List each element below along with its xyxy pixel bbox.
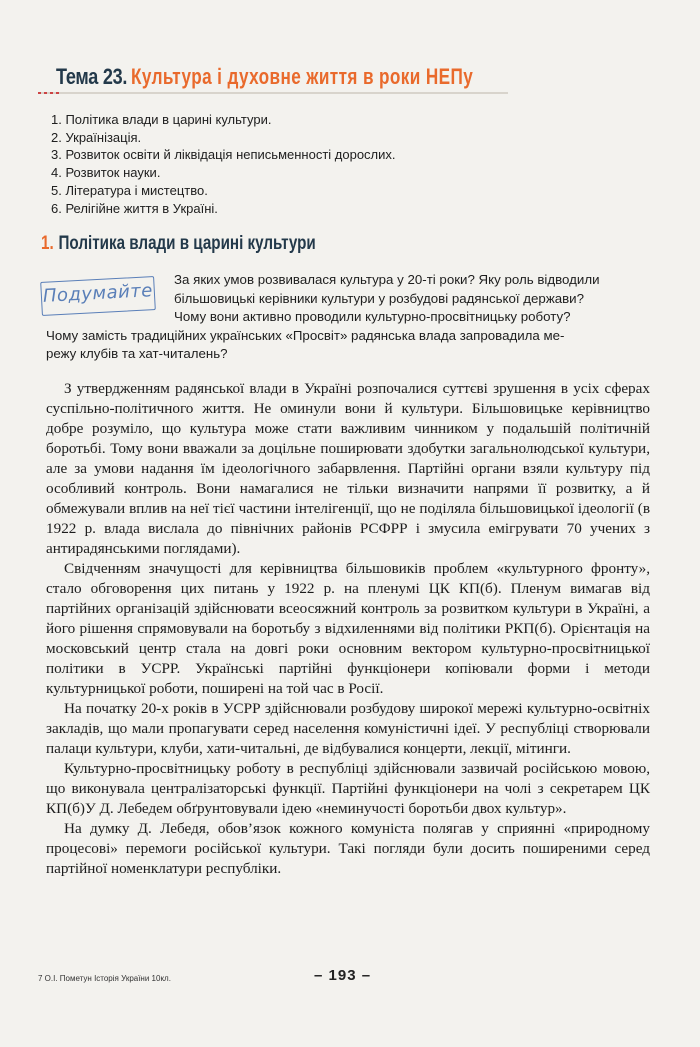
paragraph: Культурно-просвітницьку роботу в республіці здійснювали зазвичай російською мовою, що виконувала централізаторські функції. Партійні функціонери на чолі з секретарем ЦК КП(б)У Д. Лебедем обґрунтовували ідею «неминучості боротьби двох культур».: [46, 760, 650, 817]
plan-item: 1. Політика влади в царині культури.: [51, 112, 272, 127]
question-line: більшовицькі керівники культури у розбудові радянської держави?: [174, 290, 585, 306]
question-line: Чому замість традиційних українських «Просвіт» радянська влада запровадила ме-: [46, 327, 565, 343]
plan-item: 3. Розвиток освіти й ліквідація неписьменності дорослих.: [51, 147, 396, 163]
section-title: Політика влади в царині культури: [58, 233, 316, 254]
plan-item: 4. Розвиток науки.: [51, 165, 161, 181]
topic-title: Культура і духовне життя в роки НЕПу: [131, 64, 474, 89]
title-underline: [38, 92, 508, 94]
paragraph: Свідченням значущості для керівництва більшовиків проблем «культурного фронту», стало обговорення цих питань у 1922 р. на пленумі ЦК КП(б). Пленум вимагав від партійних організацій здійснювати всеосяжний контроль за розвитком культури в Україні, а його рішення спрямовували на боротьбу з відхиленнями від політики РКП(б). Орієнтація на московський центр стала на довгі роки основним вектором культурно-просвітницької політики в УСРР. Українські партійні функціонери копіювали форми і методи культурницької роботи, поширені на той час в Росії.: [46, 560, 650, 697]
paragraph: З утвердженням радянської влади в Україні розпочалися суттєві зрушення в усіх сферах суспільно-політичного життя. Не оминули вони й культури. Більшовицьке керівництво добре розуміло, що культура може стати важливим чинником у подальшій політичній боротьбі. Тому вони вважали за доцільне поширювати здобутки загальнолюдської культури, але за умови надання їм ідеологічного забарвлення. Партійні органи взяли культуру під особливий контроль. Вони намагалися не тільки визначити напрями її розвитку, а й обмежували вплив на неї тієї частини інтелігенції, що не поділяла більшовицької ідеології (в 1922 р. влада вислала до північних районів РСФРР і змусила емігрувати 70 учених з антирадянськими поглядами).: [46, 380, 650, 557]
section-heading: [41, 233, 316, 255]
footer-note: 7 О.І. Пометун Історія України 10кл.: [38, 974, 171, 983]
think-stamp: [40, 276, 156, 316]
topic-header: [38, 64, 678, 98]
lesson-plan: [51, 111, 396, 217]
plan-item: 5. Література і мистецтво.: [51, 182, 208, 198]
question-line: За яких умов розвивалася культура у 20-ті роки? Яку роль відводили: [174, 272, 600, 287]
think-label: Подумайте: [42, 280, 154, 307]
topic-number: Тема 23.: [56, 64, 128, 89]
plan-item: 6. Релігійне життя в Україні.: [51, 200, 218, 216]
question-line: Чому вони активно проводили культурно-просвітницьку роботу?: [174, 309, 571, 324]
body-text: [46, 379, 650, 879]
paragraph: На початку 20-х років в УСРР здійснювали розбудову широкої мережі культурно-освітніх закладів, що мали пропагувати серед населення комуністичні ідеї. У республіці створювали палаци культури, клуби, хати-читальні, де відбувалися концерти, лекції, мітинги.: [46, 700, 650, 757]
title-decoration: [38, 92, 62, 94]
plan-item: 2. Українізація.: [51, 129, 142, 145]
paragraph: На думку Д. Лебедя, обов’язок кожного комуніста полягав у сприянні «природному процесові» перемоги російської культури. Такі погляди були досить поширеними серед партійної номенклатури республіки.: [46, 820, 650, 877]
page-number: – 193 –: [314, 967, 372, 984]
section-number: 1.: [41, 233, 54, 254]
question-line: режу клубів та хат-читалень?: [46, 346, 228, 361]
